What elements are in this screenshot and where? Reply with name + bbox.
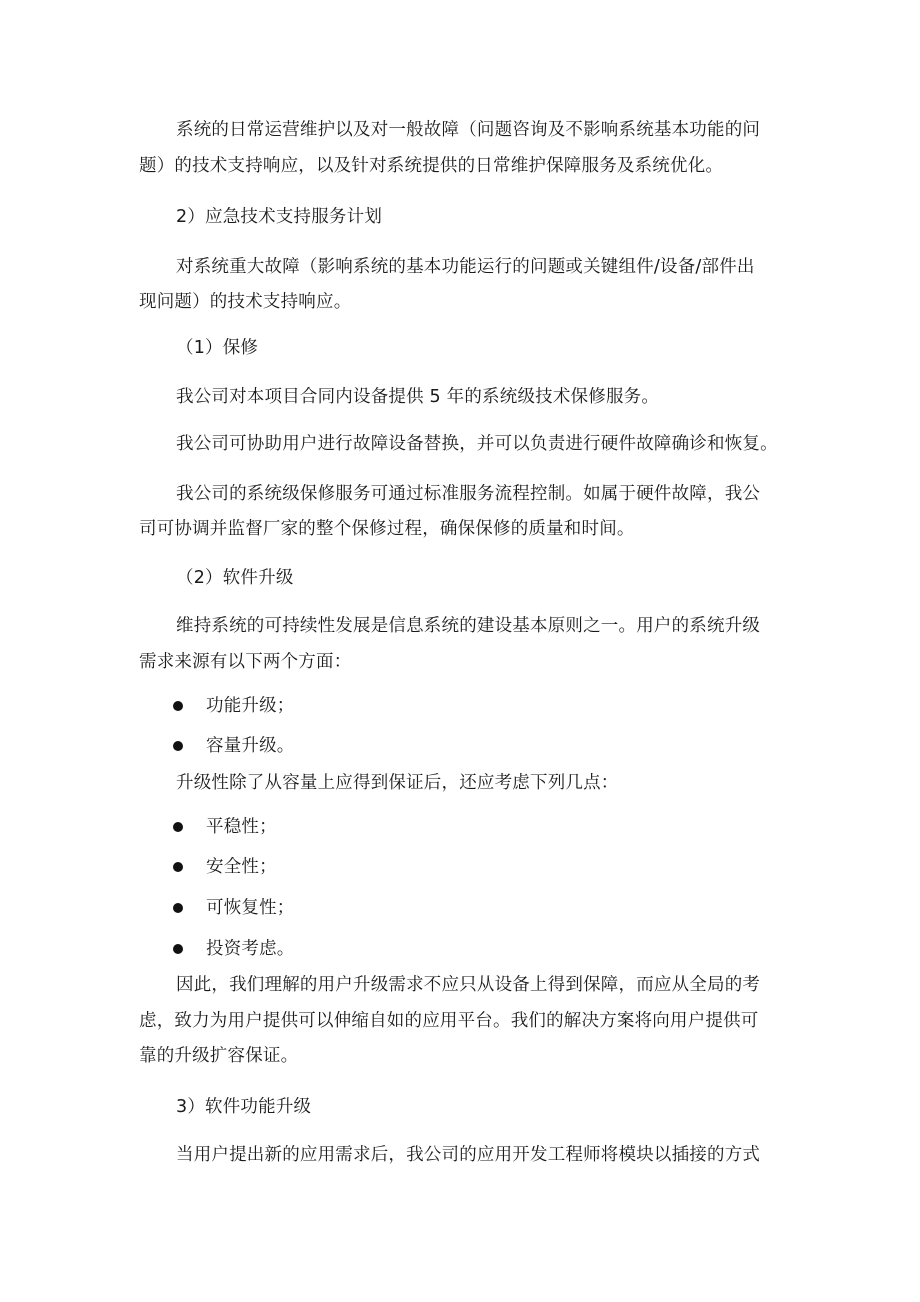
list-item-security: 安全性； <box>206 857 277 877</box>
subheading-software-upgrade: （2）软件升级 <box>176 568 294 588</box>
paragraph-major-fault-line-1: 对系统重大故障（影响系统的基本功能运行的问题或关键组件/设备/部件出 <box>176 257 755 277</box>
list-item-capacity-upgrade: 容量升级。 <box>206 736 295 756</box>
bullet-icon <box>173 944 183 954</box>
paragraph-new-requirements: 当用户提出新的应用需求后，我公司的应用开发工程师将模块以插接的方式 <box>176 1145 761 1165</box>
list-item-recoverability: 可恢复性； <box>206 898 295 918</box>
paragraph-sustainability-line-2: 需求来源有以下两个方面： <box>139 652 352 672</box>
paragraph-conclusion-line-3: 靠的升级扩容保证。 <box>139 1046 299 1066</box>
bullet-icon <box>173 822 183 832</box>
heading-emergency-support-plan: 2）应急技术支持服务计划 <box>176 207 383 227</box>
list-item-function-upgrade: 功能升级； <box>206 696 295 716</box>
paragraph-warranty-years: 我公司对本项目合同内设备提供 5 年的系统级技术保修服务。 <box>176 387 660 407</box>
paragraph-upgrade-considerations: 升级性除了从容量上应得到保证后，还应考虑下列几点： <box>176 773 619 793</box>
paragraph-warranty-process-line-2: 司可协调并监督厂家的整个保修过程，确保保修的质量和时间。 <box>139 519 635 539</box>
paragraph-major-fault-line-2: 现问题）的技术支持响应。 <box>139 292 352 312</box>
bullet-icon <box>173 701 183 711</box>
paragraph-device-replacement: 我公司可协助用户进行故障设备替换，并可以负责进行硬件故障确诊和恢复。 <box>176 434 778 454</box>
bullet-icon <box>173 903 183 913</box>
bullet-icon <box>173 862 183 872</box>
paragraph-daily-maintenance-line-1: 系统的日常运营维护以及对一般故障（问题咨询及不影响系统基本功能的问 <box>176 120 761 140</box>
paragraph-warranty-process-line-1: 我公司的系统级保修服务可通过标准服务流程控制。如属于硬件故障，我公 <box>176 484 761 504</box>
paragraph-daily-maintenance-line-2: 题）的技术支持响应，以及针对系统提供的日常维护保障服务及系统优化。 <box>139 156 724 176</box>
list-item-investment: 投资考虑。 <box>206 939 295 959</box>
list-item-stability: 平稳性； <box>206 817 277 837</box>
heading-software-function-upgrade: 3）软件功能升级 <box>176 1097 312 1117</box>
subheading-warranty: （1）保修 <box>176 338 259 358</box>
paragraph-conclusion-line-2: 虑，致力为用户提供可以伸缩自如的应用平台。我们的解决方案将向用户提供可 <box>139 1011 759 1031</box>
paragraph-conclusion-line-1: 因此，我们理解的用户升级需求不应只从设备上得到保障，而应从全局的考 <box>176 975 761 995</box>
bullet-icon <box>173 741 183 751</box>
paragraph-sustainability-line-1: 维持系统的可持续性发展是信息系统的建设基本原则之一。用户的系统升级 <box>176 616 761 636</box>
